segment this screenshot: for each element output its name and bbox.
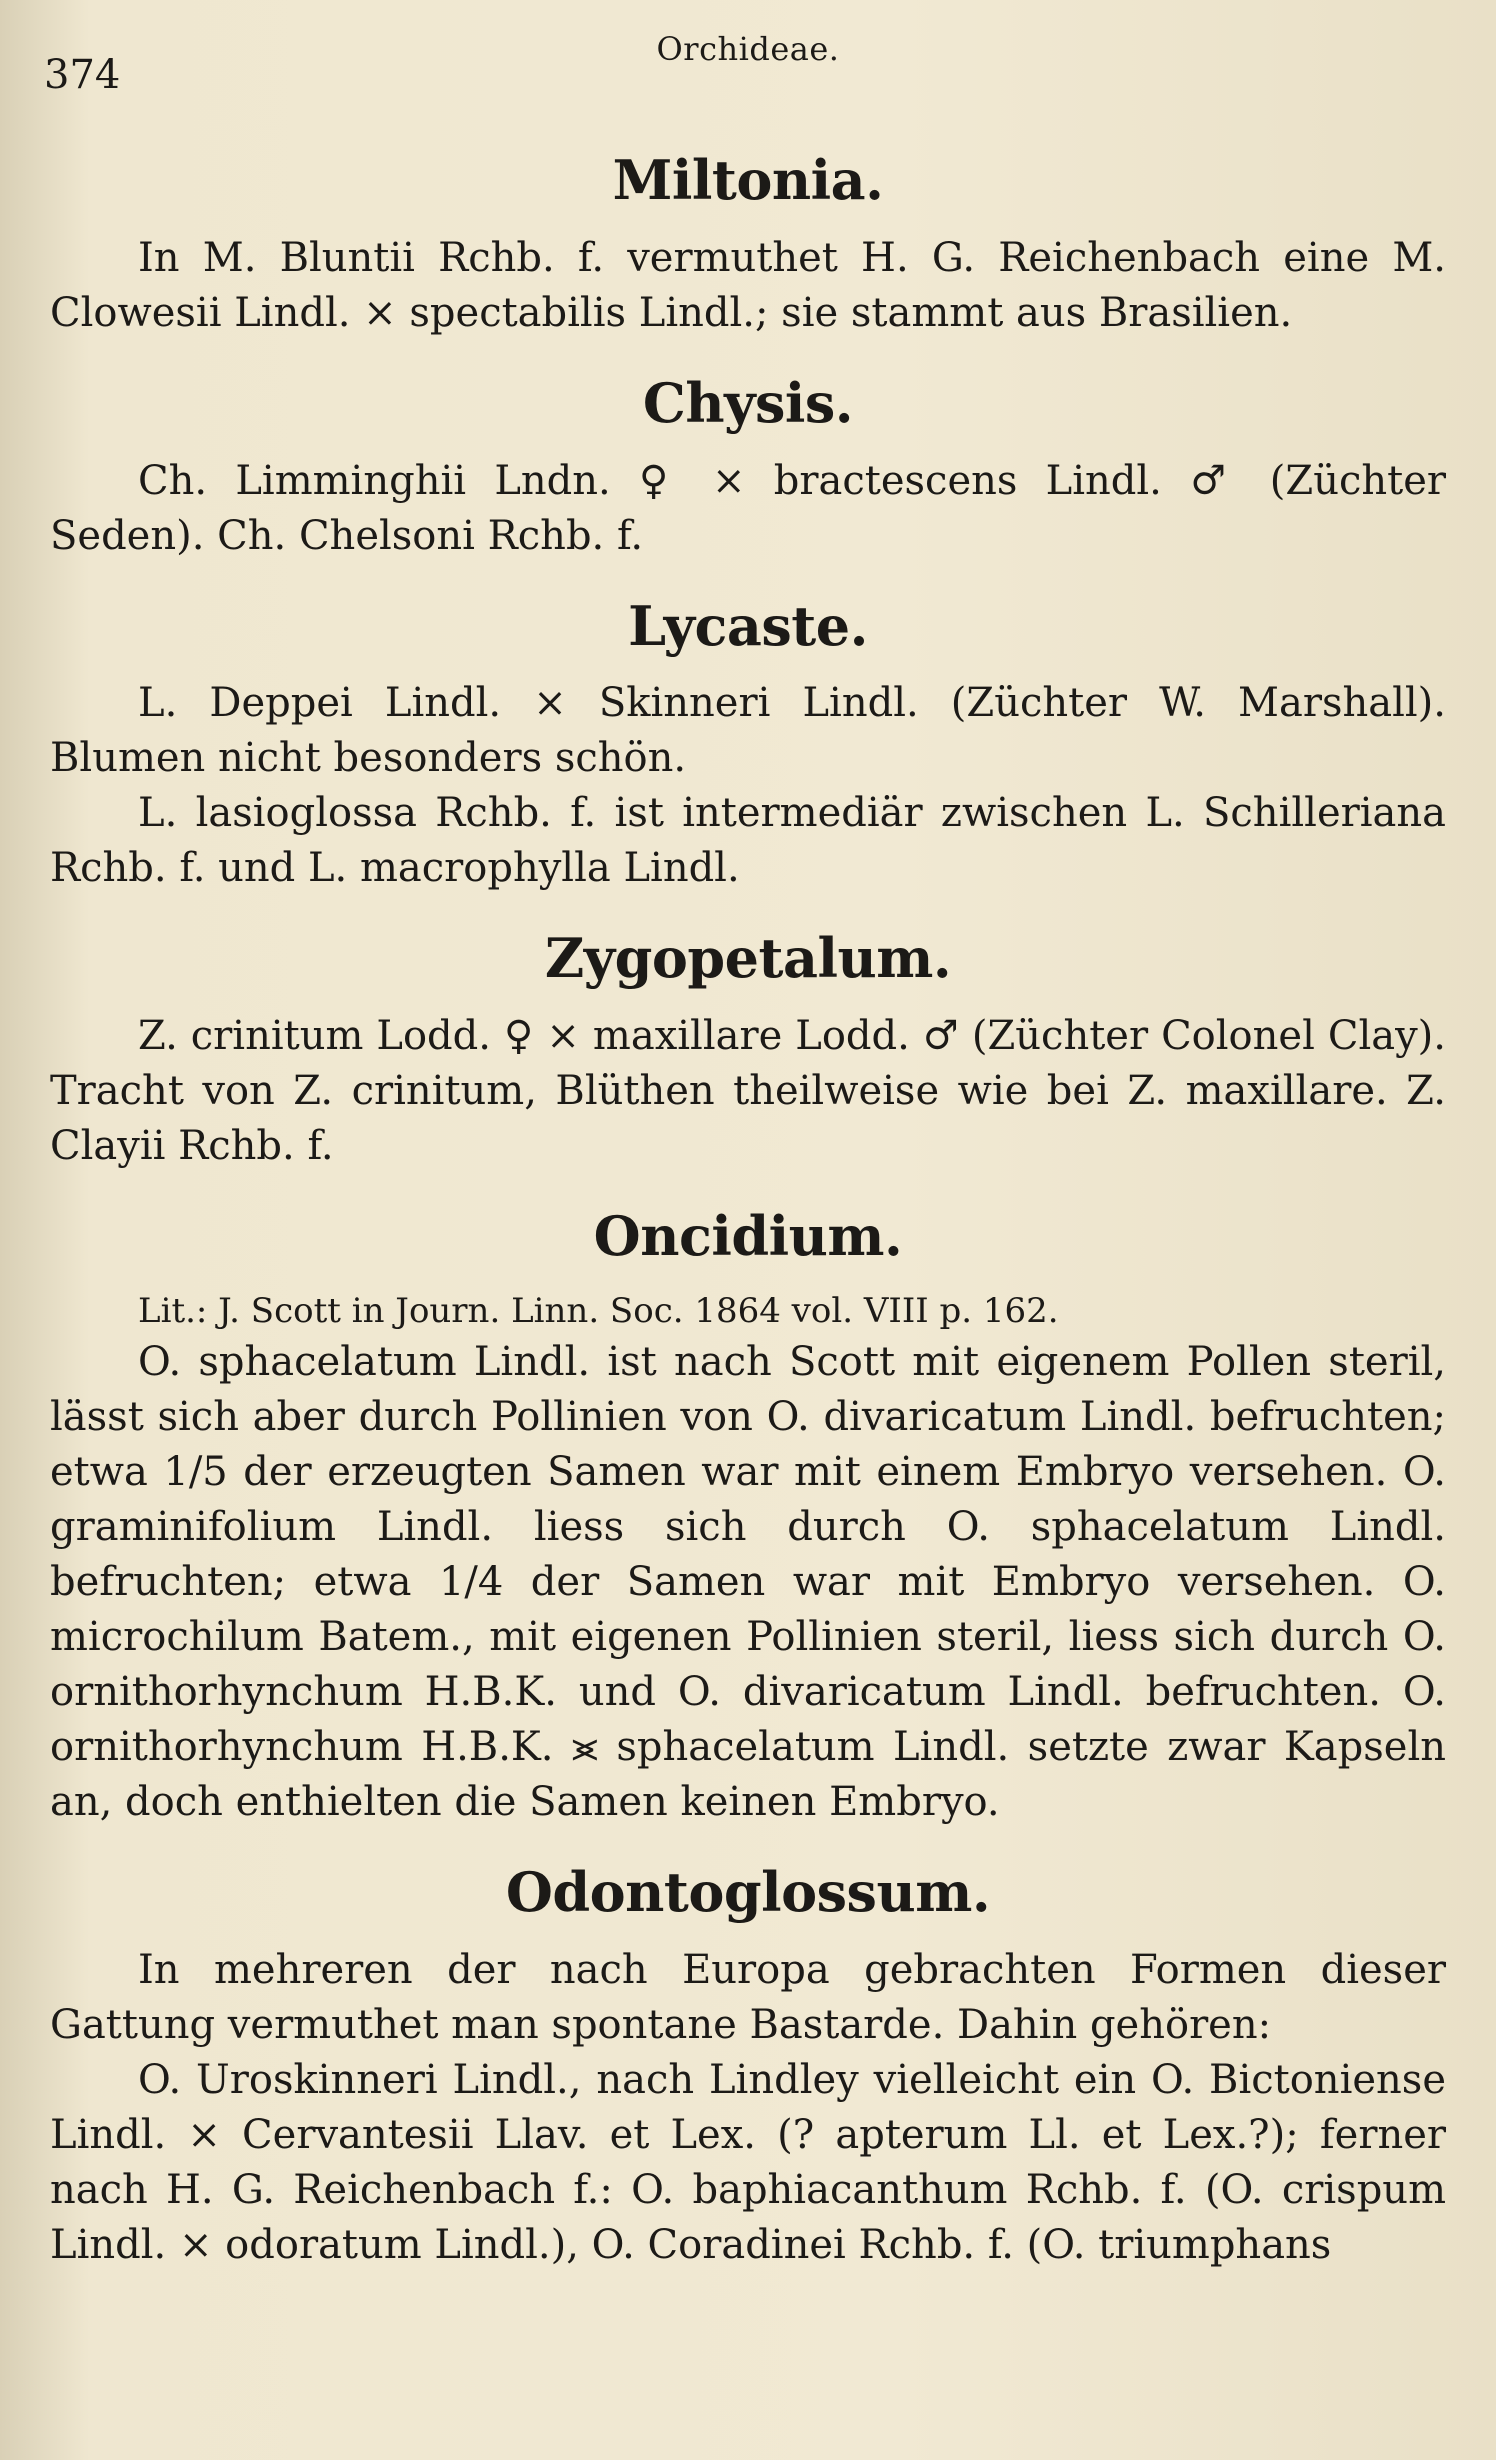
section-chysis — [50, 371, 1446, 564]
section-lycaste — [50, 594, 1446, 897]
genus-heading: Lycaste. — [628, 593, 868, 658]
paragraph: In M. Bluntii Rchb. f. vermuthet H. G. Reichenbach eine M. Clowesii Lindl. × spectabilis Lindl.; sie stammt aus Brasilien. — [50, 234, 1446, 336]
paragraph: In mehreren der nach Europa gebrachten Formen dieser Gattung vermuthet man spontane Bastarde. Dahin gehören: — [50, 1946, 1446, 2048]
running-head: Orchideae. — [656, 30, 840, 68]
paragraph: O. Uroskinneri Lindl., nach Lindley vielleicht ein O. Bictoniense Lindl. × Cervantesii Llav. et Lex. (? apterum Ll. et Lex.?); ferner nach H. G. Reichenbach f.: O. baphiacanthum Rchb. f. (O. crispum Lindl. × odoratum Lindl.), O. Coradinei Rchb. f. (O. triumphans — [50, 2056, 1446, 2268]
section-miltonia — [50, 148, 1446, 341]
genus-heading: Oncidium. — [593, 1204, 903, 1269]
paragraph: O. sphacelatum Lindl. ist nach Scott mit eigenem Pollen steril, lässt sich aber durch Pollinien von O. divaricatum Lindl. befruchten; etwa 1/5 der erzeugten Samen war mit einem Embryo versehen. O. graminifolium Lindl. liess sich durch O. sphacelatum Lindl. befruchten; etwa 1/4 der Samen war mit Embryo versehen. O. microchilum Batem., mit eigenen Pollinien steril, liess sich durch O. ornithorhynchum H.B.K. und O. divaricatum Lindl. befruchten. O. ornithorhynchum H.B.K. ⪤ sphacelatum Lindl. setzte zwar Kapseln an, doch enthielten die Samen keinen Embryo. — [50, 1338, 1446, 1825]
genus-heading: Miltonia. — [612, 148, 884, 212]
genus-heading: Zygopetalum. — [544, 926, 952, 991]
paragraph: L. lasioglossa Rchb. f. ist intermediär zwischen L. Schilleriana Rchb. f. und L. macrophylla Lindl. — [50, 790, 1446, 892]
section-zygopetalum — [50, 926, 1446, 1174]
section-oncidium — [50, 1204, 1446, 1830]
genus-heading: Chysis. — [642, 370, 854, 435]
paragraph: Z. crinitum Lodd. ♀ × maxillare Lodd. ♂ (Züchter Colonel Clay). Tracht von Z. crinitum, Blüthen theilweise wie bei Z. maxillare. Z. Clayii Rchb. f. — [50, 1013, 1446, 1170]
page-number: 374 — [44, 52, 121, 98]
page-body — [50, 140, 1446, 2273]
paragraph: Ch. Limminghii Lndn. ♀ × bractescens Lindl. ♂ (Züchter Seden). Ch. Chelsoni Rchb. f. — [50, 457, 1446, 559]
paragraph: L. Deppei Lindl. × Skinneri Lindl. (Züchter W. Marshall). Blumen nicht besonders schön. — [50, 680, 1446, 782]
literature-reference: Lit.: J. Scott in Journ. Linn. Soc. 1864 vol. VIII p. 162. — [138, 1290, 1059, 1331]
genus-heading: Odontoglossum. — [505, 1859, 991, 1924]
section-odontoglossum — [50, 1860, 1446, 2273]
